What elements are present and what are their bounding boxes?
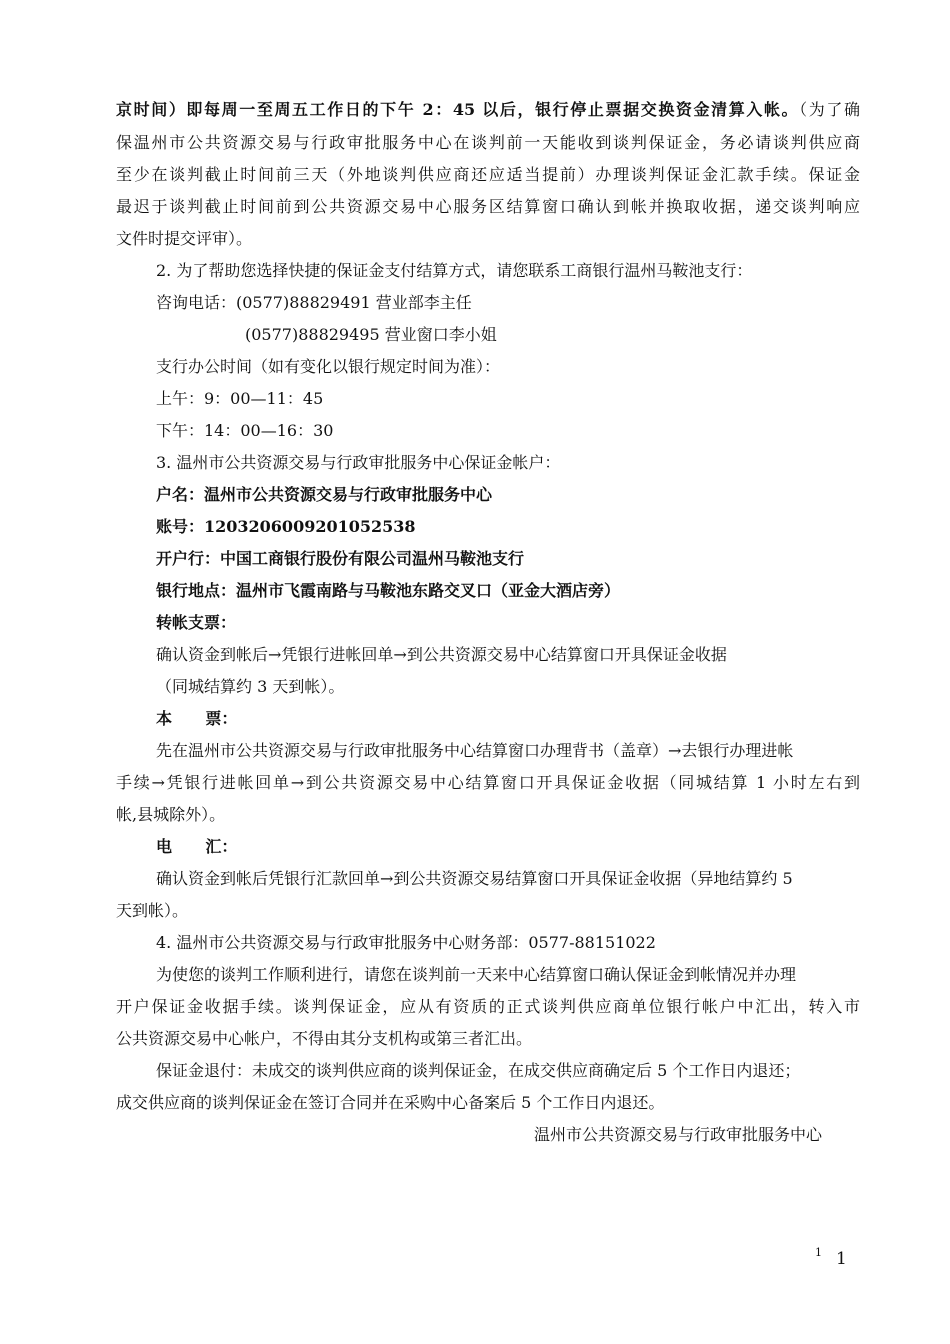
paragraph-line: 保温州市公共资源交易与行政审批服务中心在谈判前一天能收到谈判保证金，务必请谈判供应商 [116,133,860,152]
paragraph-line: 手续→凭银行进帐回单→到公共资源交易中心结算窗口开具保证金收据（同城结算 1 小时左右到 [116,773,860,792]
section-heading-wire-transfer: 电 汇： [156,837,238,856]
signature: 温州市公共资源交易与行政审批服务中心 [534,1125,823,1144]
office-hours-afternoon: 下午：14：00—16：30 [156,421,334,440]
bank-location: 银行地点：温州市飞霞南路与马鞍池东路交叉口（亚金大酒店旁） [156,581,621,600]
account-number: 账号：1203206009201052538 [156,517,416,536]
contact-phone-1: 咨询电话：(0577)88829491 营业部李主任 [156,293,472,312]
finance-contact: 4. 温州市公共资源交易与行政审批服务中心财务部：0577-88151022 [156,933,656,952]
paragraph-line: 最迟于谈判截止时间前到公共资源交易中心服务区结算窗口确认到帐并换取收据，递交谈判响应 [116,197,860,216]
paragraph-line: 天到帐）。 [116,901,189,920]
page-number-small: 1 [815,1246,822,1259]
office-hours-heading: 支行办公时间（如有变化以银行规定时间为准）： [156,357,501,376]
section-heading-bank-draft: 本 票： [156,709,238,728]
paragraph-line: 为使您的谈判工作顺利进行，请您在谈判前一天来中心结算窗口确认保证金到帐情况并办理 [156,965,797,984]
paragraph-line: 开户保证金收据手续。谈判保证金，应从有资质的正式谈判供应商单位银行帐户中汇出，转入市 [116,997,860,1016]
paragraph-line [0,100,860,120]
account-heading: 3. 温州市公共资源交易与行政审批服务中心保证金帐户： [156,453,561,472]
paragraph-line: 2. 为了帮助您选择快捷的保证金支付结算方式，请您联系工商银行温州马鞍池支行： [156,261,753,280]
paragraph-line: 确认资金到帐后→凭银行进帐回单→到公共资源交易中心结算窗口开具保证金收据 [156,645,727,664]
account-bank: 开户行：中国工商银行股份有限公司温州马鞍池支行 [156,549,525,568]
paragraph-line: 文件时提交评审）。 [116,229,253,248]
page-number: 1 [836,1249,847,1269]
bold-text: 京时间）即每周一至周五工作日的下午 2：45 以后，银行停止票据交换资金清算入帐。 [116,100,800,119]
section-heading-transfer-cheque: 转帐支票： [156,613,237,632]
plain-text: （为了确 [799,100,860,119]
paragraph-line: 先在温州市公共资源交易与行政审批服务中心结算窗口办理背书（盖章）→去银行办理进帐 [156,741,794,760]
paragraph-line: 成交供应商的谈判保证金在签订合同并在采购中心备案后 5 个工作日内退还。 [116,1093,665,1112]
paragraph-line: 至少在谈判截止时间前三天（外地谈判供应商还应适当提前）办理谈判保证金汇款手续。保证金 [116,165,860,184]
contact-phone-2: (0577)88829495 营业窗口李小姐 [245,325,497,344]
paragraph-line: 帐,县城除外）。 [116,805,226,824]
paragraph-line: 确认资金到帐后凭银行汇款回单→到公共资源交易结算窗口开具保证金收据（异地结算约 5 [156,869,793,888]
paragraph-line: 公共资源交易中心帐户，不得由其分支机构或第三者汇出。 [116,1029,533,1048]
office-hours-morning: 上午：9：00—11：45 [156,389,324,408]
paragraph-line: 保证金退付：未成交的谈判供应商的谈判保证金，在成交供应商确定后 5 个工作日内退还； [156,1061,801,1080]
account-name: 户名：温州市公共资源交易与行政审批服务中心 [156,485,493,504]
paragraph-line: （同城结算约 3 天到帐）。 [156,677,345,696]
